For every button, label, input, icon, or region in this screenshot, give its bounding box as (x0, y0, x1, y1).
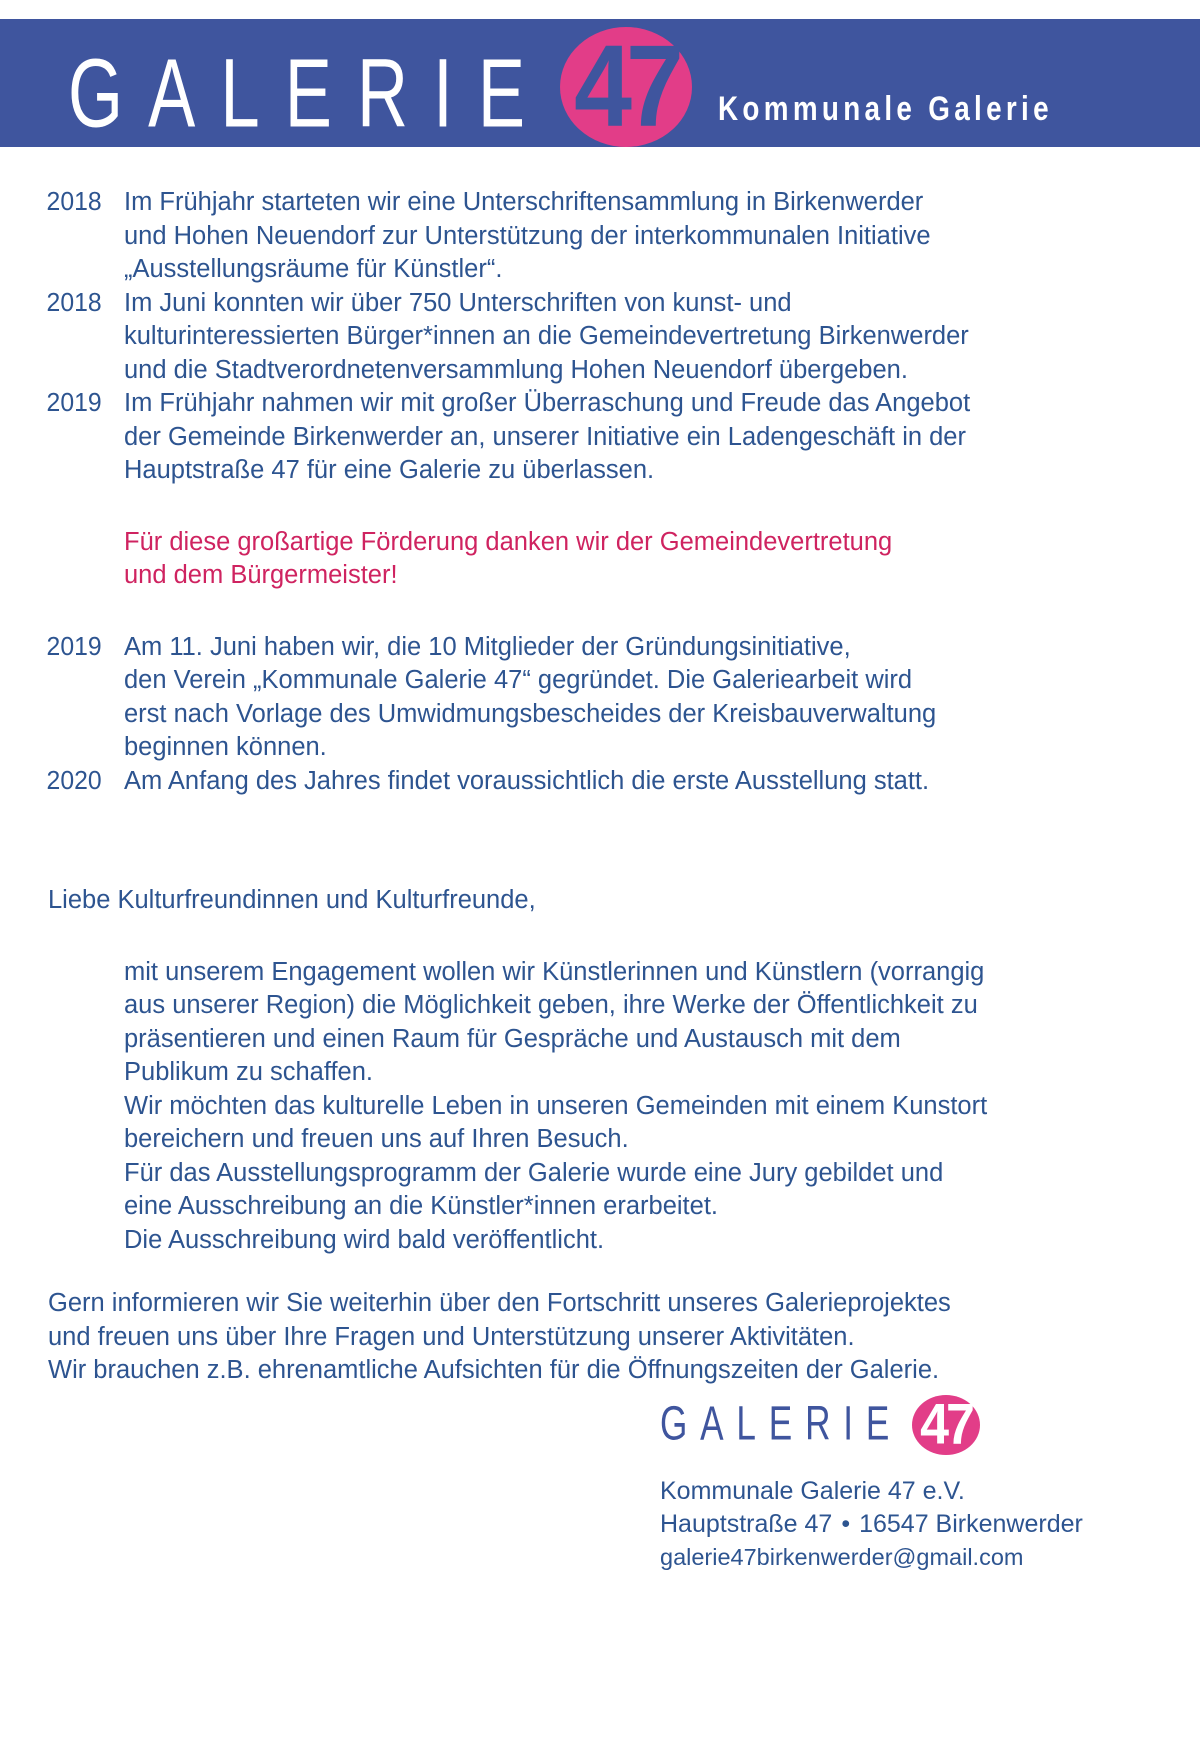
text-line: Am Anfang des Jahres findet voraussichtlich die erste Ausstellung statt. (124, 766, 930, 795)
text-line: Für diese großartige Förderung danken wir der Gemeindevertretung (124, 527, 893, 556)
text-line: und freuen uns über Ihre Fragen und Unterstützung unserer Aktivitäten. (48, 1322, 855, 1351)
entry-year: 2019 (46, 389, 102, 417)
text-line: Im Frühjahr nahmen wir mit großer Überraschung und Freude das Angebot (124, 389, 971, 417)
galerie-47-logo (560, 22, 692, 147)
text-line: Gern informieren wir Sie weiterhin über den Fortschritt unseres Galerieprojektes (48, 1289, 951, 1317)
address-line (660, 1508, 1083, 1541)
entry-year: 2020 (46, 766, 102, 795)
entry-text (78, 387, 1200, 488)
text-line: Für das Ausstellungsprogramm der Galerie wurde eine Jury gebildet und (124, 1158, 944, 1187)
city: 16547 Birkenwerder (859, 1510, 1083, 1538)
footer-logo-wordmark: GALERIE (660, 1396, 903, 1450)
chronology-entry (0, 186, 1200, 287)
text-line: „Ausstellungsräume für Künstler“. (124, 255, 503, 283)
chronology-entry (0, 765, 1200, 799)
footer-logo-number: 47 (920, 1393, 972, 1457)
header-banner (0, 19, 1200, 147)
chronology-list-2 (0, 631, 1200, 799)
entry-text (78, 186, 1200, 287)
text-line: eine Ausschreibung an die Künstler*innen erarbeitet. (124, 1192, 718, 1220)
text-line: mit unserem Engagement wollen wir Künstlerinnen und Künstlern (vorrangig (124, 957, 985, 986)
footer-logo (660, 1393, 1000, 1457)
text-line: Im Frühjahr starteten wir eine Unterschriftensammlung in Birkenwerder (124, 188, 924, 216)
footer (0, 1370, 1200, 1743)
letter-body (0, 956, 1200, 1258)
chronology-entry (0, 387, 1200, 488)
logo-number: 47 (574, 22, 678, 147)
header-subtitle: Kommunale Galerie (718, 90, 1053, 129)
entry-year: 2018 (46, 288, 102, 317)
entry-year: 2019 (46, 632, 102, 661)
text-line: und dem Bürgermeister! (124, 561, 398, 589)
text-line: und Hohen Neuendorf zur Unterstützung der interkommunalen Initiative (124, 221, 931, 250)
chronology-list-1 (0, 186, 1200, 488)
entry-text (78, 287, 1200, 388)
entry-year: 2018 (46, 188, 102, 216)
text-line: Im Juni konnten wir über 750 Unterschriften von kunst- und (124, 288, 792, 317)
text-line: erst nach Vorlage des Umwidmungsbescheides der Kreisbauverwaltung (124, 699, 937, 728)
spacer (0, 488, 1200, 526)
email-address[interactable]: galerie47birkenwerder@gmail.com (660, 1544, 1024, 1570)
text-line: Am 11. Juni haben wir, die 10 Mitglieder der Gründungsinitiative, (124, 632, 851, 661)
text-line: präsentieren und einen Raum für Gespräche und Austausch mit dem (124, 1024, 901, 1053)
text-line: bereichern und freuen uns auf Ihren Besuch. (124, 1125, 629, 1153)
footer-contact-block (660, 1475, 1083, 1574)
chronology-entry (0, 287, 1200, 388)
org-name: Kommunale Galerie 47 e.V. (660, 1477, 965, 1505)
spacer (0, 918, 1200, 956)
text-line: Hauptstraße 47 für eine Galerie zu überlassen. (124, 456, 655, 484)
entry-text (78, 765, 1200, 799)
text-line: aus unserer Region) die Möglichkeit geben, ihre Werke der Öffentlichkeit zu (124, 991, 978, 1019)
header-wordmark: GALERIE (68, 39, 551, 147)
text-line: Die Ausschreibung wird bald veröffentlicht. (124, 1225, 605, 1254)
text-line: Publikum zu schaffen. (124, 1058, 373, 1086)
chronology-entry (0, 631, 1200, 765)
text-line: der Gemeinde Birkenwerder an, unserer Initiative ein Ladengeschäft in der (124, 422, 966, 451)
entry-text (78, 631, 1200, 765)
text-line: Wir möchten das kulturelle Leben in unseren Gemeinden mit einem Kunstort (124, 1091, 988, 1120)
text-line: und die Stadtverordnetenversammlung Hohen Neuendorf übergeben. (124, 355, 908, 384)
text-line: Wir brauchen z.B. ehrenamtliche Aufsichten für die Öffnungszeiten der Galerie. (48, 1356, 940, 1384)
letter-salutation: Liebe Kulturfreundinnen und Kulturfreunde, (48, 886, 536, 914)
separator-bullet: • (841, 1510, 851, 1538)
street: Hauptstraße 47 (660, 1510, 833, 1538)
spacer (0, 798, 1200, 884)
spacer (0, 593, 1200, 631)
text-line: den Verein „Kommunale Galerie 47“ gegründet. Die Galeriearbeit wird (124, 666, 913, 694)
footer-logo-mark (912, 1395, 980, 1455)
text-line: beginnen können. (124, 733, 327, 761)
document-body (0, 186, 1200, 1388)
thanks-highlight-paragraph (0, 526, 1200, 593)
spacer (0, 1257, 1200, 1287)
text-line: kulturinteressierten Bürger*innen an die Gemeindevertretung Birkenwerder (124, 322, 969, 350)
